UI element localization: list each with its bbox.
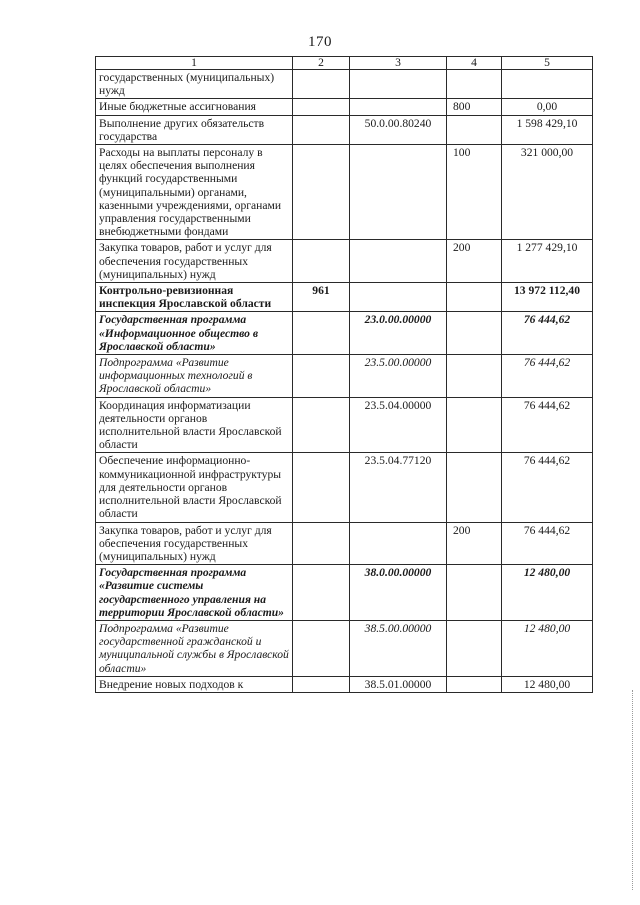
row-code-cell (293, 676, 350, 692)
row-name-cell: Закупка товаров, работ и услуг для обеспечения государственных (муниципальных) нужд (96, 522, 293, 565)
table-row (96, 312, 593, 355)
row-amount-cell: 76 444,62 (502, 522, 593, 565)
row-target-article-cell: 50.0.00.80240 (350, 115, 447, 144)
row-code-cell (293, 397, 350, 453)
header-col-3: 3 (350, 57, 447, 70)
row-target-article-cell (350, 240, 447, 283)
row-expense-type-cell (447, 565, 502, 621)
table-row (96, 145, 593, 240)
scan-edge-mark (632, 690, 634, 890)
table-row (96, 453, 593, 522)
row-name-cell: Подпрограмма «Развитие информационных технологий в Ярославской области» (96, 355, 293, 398)
row-name-cell: Иные бюджетные ассигнования (96, 99, 293, 115)
row-expense-type-cell (447, 312, 502, 355)
row-target-article-cell (350, 522, 447, 565)
table-row (96, 397, 593, 453)
row-target-article-cell: 38.0.00.00000 (350, 565, 447, 621)
row-code-cell (293, 620, 350, 676)
row-expense-type-cell: 200 (447, 240, 502, 283)
row-expense-type-cell: 800 (447, 99, 502, 115)
row-amount-cell: 0,00 (502, 99, 593, 115)
row-name-cell: Подпрограмма «Развитие государственной гражданской и муниципальной службы в Ярославской области» (96, 620, 293, 676)
table-row (96, 620, 593, 676)
row-target-article-cell (350, 70, 447, 99)
row-target-article-cell: 38.5.01.00000 (350, 676, 447, 692)
row-amount-cell: 76 444,62 (502, 312, 593, 355)
row-name-cell: Выполнение других обязательств государства (96, 115, 293, 144)
row-name-cell: Расходы на выплаты персоналу в целях обеспечения выполнения функций государственными (муниципальными) органами, казенными учреждениями, органами управления государственными внебюджетными фондами (96, 145, 293, 240)
row-expense-type-cell (447, 620, 502, 676)
table-row (96, 70, 593, 99)
header-col-4: 4 (447, 57, 502, 70)
row-expense-type-cell (447, 453, 502, 522)
row-code-cell (293, 240, 350, 283)
row-amount-cell: 1 277 429,10 (502, 240, 593, 283)
row-code-cell (293, 355, 350, 398)
row-code-cell (293, 453, 350, 522)
table-row (96, 115, 593, 144)
header-col-2: 2 (293, 57, 350, 70)
table-row (96, 565, 593, 621)
row-name-cell: Государственная программа «Информационное общество в Ярославской области» (96, 312, 293, 355)
row-amount-cell: 76 444,62 (502, 355, 593, 398)
row-amount-cell: 76 444,62 (502, 453, 593, 522)
row-code-cell (293, 70, 350, 99)
table-row (96, 99, 593, 115)
header-col-5: 5 (502, 57, 593, 70)
table-row (96, 283, 593, 312)
row-code-cell (293, 115, 350, 144)
row-name-cell: Внедрение новых подходов к (96, 676, 293, 692)
row-target-article-cell (350, 283, 447, 312)
row-name-cell: Государственная программа «Развитие системы государственного управления на территории Ярославской области» (96, 565, 293, 621)
row-amount-cell (502, 70, 593, 99)
row-expense-type-cell (447, 115, 502, 144)
row-amount-cell: 321 000,00 (502, 145, 593, 240)
row-name-cell: Координация информатизации деятельности органов исполнительной власти Ярославской области (96, 397, 293, 453)
row-amount-cell: 12 480,00 (502, 565, 593, 621)
row-amount-cell: 13 972 112,40 (502, 283, 593, 312)
row-target-article-cell (350, 145, 447, 240)
row-code-cell (293, 522, 350, 565)
row-target-article-cell: 23.5.00.00000 (350, 355, 447, 398)
table-row (96, 676, 593, 692)
row-expense-type-cell (447, 397, 502, 453)
row-name-cell: государственных (муниципальных) нужд (96, 70, 293, 99)
row-target-article-cell: 23.5.04.77120 (350, 453, 447, 522)
row-amount-cell: 12 480,00 (502, 676, 593, 692)
row-target-article-cell: 23.0.00.00000 (350, 312, 447, 355)
row-name-cell: Обеспечение информационно-коммуникационной инфраструктуры для деятельности органов исполнительной власти Ярославской области (96, 453, 293, 522)
table-row (96, 522, 593, 565)
row-amount-cell: 12 480,00 (502, 620, 593, 676)
table-header-row (96, 57, 593, 70)
row-expense-type-cell: 100 (447, 145, 502, 240)
row-name-cell: Контрольно-ревизионная инспекция Ярославской области (96, 283, 293, 312)
row-code-cell: 961 (293, 283, 350, 312)
row-expense-type-cell (447, 676, 502, 692)
row-expense-type-cell: 200 (447, 522, 502, 565)
row-code-cell (293, 565, 350, 621)
budget-table (95, 56, 593, 693)
table-row (96, 240, 593, 283)
row-expense-type-cell (447, 283, 502, 312)
row-code-cell (293, 145, 350, 240)
row-target-article-cell (350, 99, 447, 115)
row-code-cell (293, 99, 350, 115)
row-target-article-cell: 38.5.00.00000 (350, 620, 447, 676)
row-expense-type-cell (447, 70, 502, 99)
table-row (96, 355, 593, 398)
header-col-1: 1 (96, 57, 293, 70)
row-target-article-cell: 23.5.04.00000 (350, 397, 447, 453)
row-amount-cell: 1 598 429,10 (502, 115, 593, 144)
row-expense-type-cell (447, 355, 502, 398)
row-amount-cell: 76 444,62 (502, 397, 593, 453)
row-name-cell: Закупка товаров, работ и услуг для обеспечения государственных (муниципальных) нужд (96, 240, 293, 283)
page-number: 170 (308, 34, 332, 50)
row-code-cell (293, 312, 350, 355)
